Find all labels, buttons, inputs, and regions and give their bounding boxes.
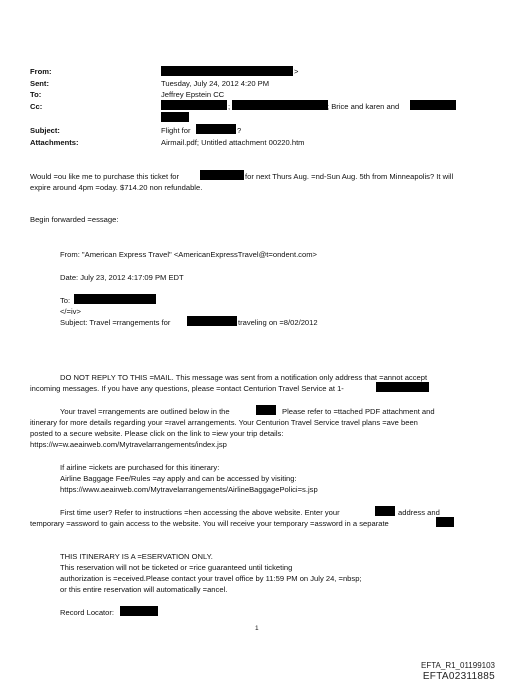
record-locator-label: Record Locator: [60, 608, 115, 617]
travel-line2: itinerary for more details regarding your =ravel arrangements. Your Centurion Travel Service travel plans =ave been [30, 418, 418, 427]
redaction-from [161, 66, 293, 76]
fwd-date: Date: July 23, 2012 4:17:09 PM EDT [60, 273, 184, 282]
redaction-firsttime-1 [375, 506, 395, 516]
forwarded-heading: Begin forwarded =essage: [30, 215, 119, 224]
travel-line1-prefix: Your travel =rrangements are outlined below in the [60, 407, 230, 416]
subject-label: Subject: [30, 126, 60, 135]
fwd-to: To: [60, 296, 71, 305]
fwd-subject-prefix: Subject: Travel =rrangements for [60, 318, 171, 327]
footer-id-1: EFTA_R1_01199103 [421, 661, 495, 670]
itinerary-line4: or this entire reservation will automatically =ancel. [60, 585, 228, 594]
footer-id-2: EFTA02311885 [422, 671, 495, 682]
itinerary-line2: This reservation will not be ticketed or =rice guaranteed until ticketing [60, 563, 293, 572]
redaction-travel-1 [256, 405, 276, 415]
redaction-phone [376, 382, 429, 392]
baggage-line2: Airline Baggage Fee/Rules =ay apply and can be accessed by visiting: [60, 474, 297, 483]
travel-line1-suffix: Please refer to =ttached PDF attachment and [282, 407, 435, 416]
redaction-body-line1 [200, 170, 244, 180]
fwd-subject-suffix: traveling on =8/02/2012 [238, 318, 318, 327]
baggage-link-line: https://www.aeairweb.com/Mytravelarrangements/AirlineBaggagePolici=s.jsp [60, 485, 318, 494]
body-line1-suffix: for next Thurs Aug. =nd-Sun Aug. 5th from Minneapolis? It will [245, 172, 454, 181]
itinerary-line3: authorization is =eceived.Please contact your travel office by 11:59 PM on July 24, =nbsp; [60, 574, 362, 583]
travel-line3: posted to a secure website. Please click on the link to =iew your trip details: [30, 429, 284, 438]
redaction-cc-4 [161, 112, 189, 122]
firsttime-line1-suffix: address and [398, 508, 440, 517]
firsttime-line1-prefix: First time user? Refer to instructions =hen accessing the above website. Enter your [60, 508, 340, 517]
redaction-fwd-to [74, 294, 156, 304]
itinerary-line1: THIS ITINERARY IS A =ESERVATION ONLY. [60, 552, 213, 561]
fwd-div: </=iv> [60, 307, 81, 316]
to-label: To: [30, 90, 42, 99]
fwd-from: From: "American Express Travel" <AmericanExpressTravel@t=ondent.com> [60, 250, 317, 259]
cc-label: Cc: [30, 102, 43, 111]
redaction-subject [196, 124, 236, 134]
cc-separator: ; [228, 102, 231, 111]
redaction-firsttime-2 [436, 517, 454, 527]
redaction-cc-1 [161, 100, 227, 110]
firsttime-line2: temporary =assword to gain access to the website. You will receive your temporary =assword in a separate [30, 519, 389, 528]
body-line1-prefix: Would =ou like me to purchase this ticket for [30, 172, 180, 181]
baggage-line1: If airline =ickets are purchased for this itinerary: [60, 463, 220, 472]
redaction-record-locator [120, 606, 158, 616]
redaction-cc-3 [410, 100, 456, 110]
to-value: Jeffrey Epstein CC [161, 90, 225, 99]
subject-suffix: ? [237, 126, 242, 135]
notice-line2: incoming messages. If you have any questions, please =ontact Centurion Travel Service at 1- [30, 384, 344, 393]
body-line2: expire around 4pm =oday. $714.20 non refundable. [30, 183, 203, 192]
from-label: From: [30, 67, 52, 76]
notice-line1: DO NOT REPLY TO THIS =MAIL. This message was sent from a notification only address that =annot accept [60, 373, 428, 382]
sent-label: Sent: [30, 79, 49, 88]
attachments-label: Attachments: [30, 138, 79, 147]
page-number: 1 [255, 625, 259, 632]
travel-link-line: https://w=w.aeairweb.com/Mytravelarrangements/index.jsp [30, 440, 227, 449]
redaction-cc-2 [232, 100, 328, 110]
sent-value: Tuesday, July 24, 2012 4:20 PM [161, 79, 270, 88]
cc-text: ; Brice and karen and [327, 102, 400, 111]
from-suffix: > [294, 67, 299, 76]
redaction-fwd-subject [187, 316, 237, 326]
attachments-value: Airmail.pdf; Untitled attachment 00220.htm [161, 138, 305, 147]
subject-prefix: Flight for [161, 126, 191, 135]
